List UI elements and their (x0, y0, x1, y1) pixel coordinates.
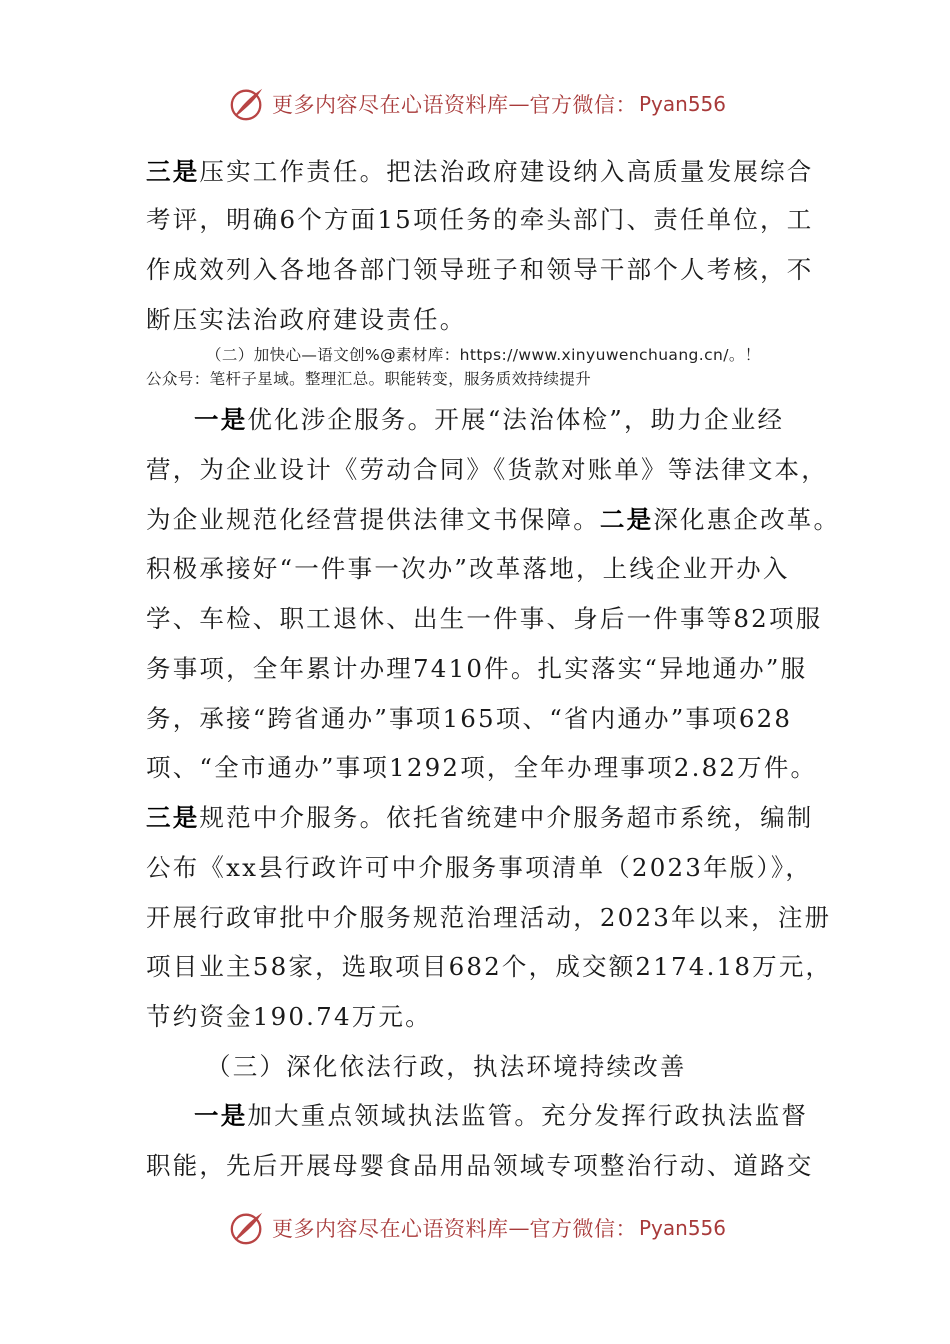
paragraph-line: 项、“全市通办”事项1292项，全年办理事项2.82万件。 (146, 753, 818, 782)
paragraph-line: 断压实法治政府建设责任。 (146, 305, 467, 334)
paragraph-line: 节约资金190.74万元。 (146, 1002, 432, 1031)
lead-phrase: 三是 (146, 157, 200, 186)
inline-note-line-2: 公众号：笔杆子星域。整理汇总。职能转变，服务质效持续提升 (146, 370, 592, 388)
paragraph-line: 公布《xx县行政许可中介服务事项清单（2023年版）》， (146, 853, 813, 882)
paragraph-line: 一是加大重点领域执法监管。充分发挥行政执法监督 (194, 1101, 809, 1130)
section-heading: （三）深化依法行政，执法环境持续改善 (206, 1052, 687, 1081)
watermark-separator: — (508, 92, 530, 116)
paragraph-line: 为企业规范化经营提供法律文书保障。二是深化惠企改革。 (146, 505, 841, 534)
quill-logo-icon (228, 1209, 266, 1247)
paragraph-line: 务事项，全年累计办理7410件。扎实落实“异地通办”服 (146, 654, 808, 683)
watermark-prefix: 官方微信： (529, 93, 637, 117)
watermark-prefix: 官方微信： (529, 1217, 637, 1241)
paragraph-line: 项目业主58家，选取项目682个，成交额2174.18万元， (146, 952, 833, 981)
paragraph-line: 开展行政审批中介服务规范治理活动，2023年以来，注册 (146, 903, 832, 932)
paragraph-line: 一是优化涉企服务。开展“法治体检”，助力企业经 (194, 405, 785, 434)
inline-note-line-1: （二）加快心—语文创%@素材库：https://www.xinyuwenchuang.cn/。！ (206, 346, 761, 364)
paragraph-line: 作成效列入各地各部门领导班子和领导干部个人考核，不 (146, 255, 814, 284)
watermark-banner-top (228, 82, 726, 126)
paragraph-line: 积极承接好“一件事一次办”改革落地，上线企业开办入 (146, 554, 790, 583)
watermark-main-text: 更多内容尽在心语资料库 (272, 1217, 509, 1241)
paragraph-line: 务，承接“跨省通办”事项165项、“省内通办”事项628 (146, 704, 793, 733)
lead-phrase: 一是 (194, 1101, 248, 1130)
paragraph-line: 学、车检、职工退休、出生一件事、身后一件事等82项服 (146, 604, 823, 633)
watermark-id: Pyan556 (639, 92, 727, 116)
watermark-id: Pyan556 (639, 1216, 727, 1240)
lead-phrase: 二是 (599, 505, 654, 534)
watermark-main-text: 更多内容尽在心语资料库 (272, 93, 509, 117)
watermark-separator: — (508, 1216, 530, 1240)
quill-logo-icon (228, 85, 266, 123)
paragraph-line: 三是压实工作责任。把法治政府建设纳入高质量发展综合 (146, 157, 814, 186)
watermark-banner-bottom (228, 1206, 726, 1250)
paragraph-line: 职能，先后开展母婴食品用品领域专项整治行动、道路交 (146, 1151, 814, 1180)
lead-phrase: 一是 (194, 405, 248, 434)
paragraph-line: 营，为企业设计《劳动合同》《货款对账单》等法律文本， (146, 455, 828, 484)
paragraph-line: 三是规范中介服务。依托省统建中介服务超市系统，编制 (146, 803, 814, 832)
lead-phrase: 三是 (146, 803, 200, 832)
paragraph-line: 考评，明确6个方面15项任务的牵头部门、责任单位，工 (146, 205, 814, 234)
